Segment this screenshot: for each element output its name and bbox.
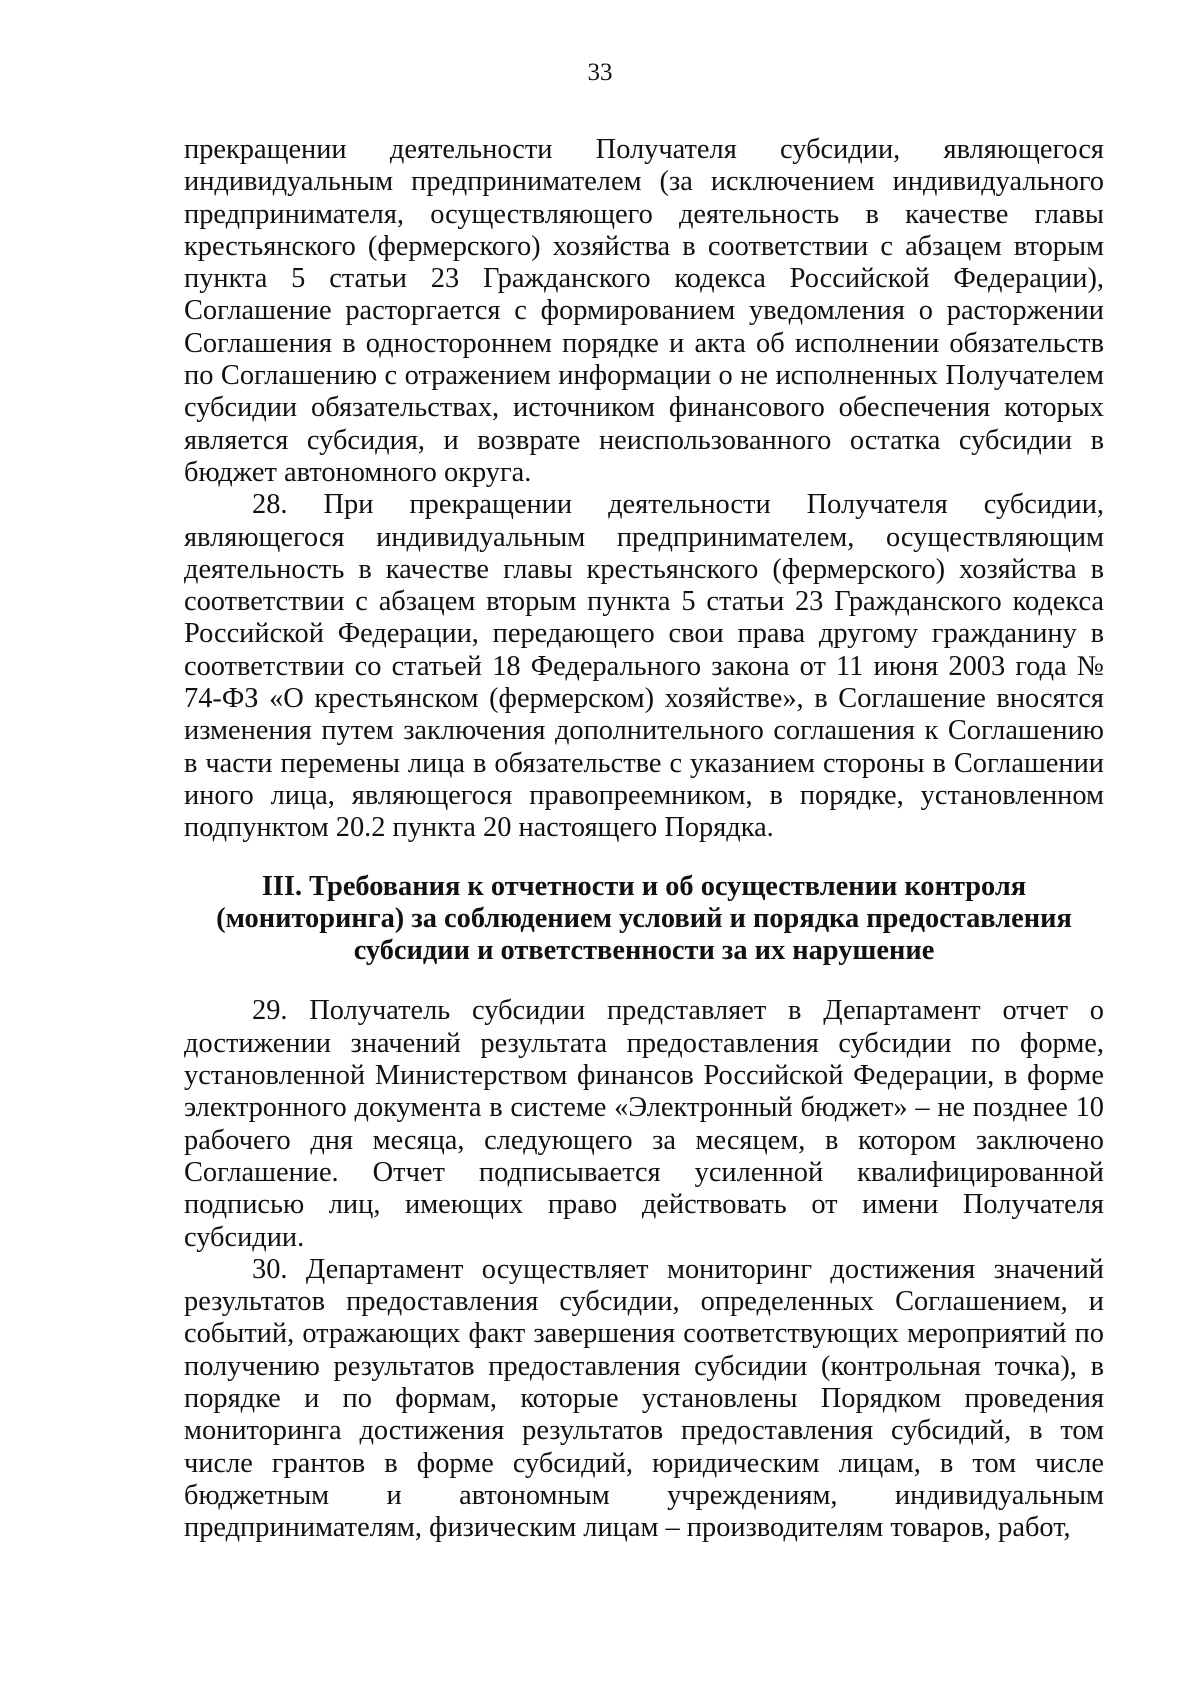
paragraph-29: 29. Получатель субсидии представляет в Департамент отчет о достижении значений результата предоставления субсидии по форме, установленной Министерством финансов Российской Федерации, в форме электронного документа в системе «Электронный бюджет» – не позднее 10 рабочего дня месяца, следующего за месяцем, в котором заключено Соглашение. Отчет подписывается усиленной квалифицированной подписью лиц, имеющих право действовать от имени Получателя субсидии. — [184, 995, 1104, 1253]
document-body — [184, 134, 1104, 1544]
section-heading-line-1: III. Требования к отчетности и об осуществлении контроля — [261, 870, 1027, 902]
paragraph-28: 28. При прекращении деятельности Получателя субсидии, являющегося индивидуальным предпринимателем, осуществляющим деятельность в качестве главы крестьянского (фермерского) хозяйства в соответствии с абзацем вторым пункта 5 статьи 23 Гражданского кодекса Российской Федерации, передающего свои права другому гражданину в соответствии со статьей 18 Федерального закона от 11 июня 2003 года № 74-ФЗ «О крестьянском (фермерском) хозяйстве», в Соглашение вносятся изменения путем заключения дополнительного соглашения к Соглашению в части перемены лица в обязательстве с указанием стороны в Соглашении иного лица, являющегося правопреемником, в порядке, установленном подпунктом 20.2 пункта 20 настоящего Порядка. — [184, 489, 1104, 844]
paragraph-30: 30. Департамент осуществляет мониторинг достижения значений результатов предоставления субсидии, определенных Соглашением, и событий, отражающих факт завершения соответствующих мероприятий по получению результатов предоставления субсидии (контрольная точка), в порядке и по формам, которые установлены Порядком проведения мониторинга достижения результатов предоставления субсидий, в том числе грантов в форме субсидий, юридическим лицам, в том числе бюджетным и автономным учреждениям, индивидуальным предпринимателям, физическим лицам – производителям товаров, работ, — [184, 1253, 1104, 1544]
paragraph-27-continuation: прекращении деятельности Получателя субсидии, являющегося индивидуальным предпринимателем (за исключением индивидуального предпринимателя, осуществляющего деятельность в качестве главы крестьянского (фермерского) хозяйства в соответствии с абзацем вторым пункта 5 статьи 23 Гражданского кодекса Российской Федерации), Соглашение расторгается с формированием уведомления о расторжении Соглашения в одностороннем порядке и акта об исполнении обязательств по Соглашению с отражением информации о не исполненных Получателем субсидии обязательствах, источником финансового обеспечения которых является субсидия, и возврате неиспользованного остатка субсидии в бюджет автономного округа. — [184, 134, 1104, 488]
section-heading — [184, 871, 1104, 968]
section-heading-line-3: субсидии и ответственности за их нарушение — [353, 935, 935, 967]
section-heading-line-2: (мониторинга) за соблюдением условий и порядка предоставления — [216, 902, 1072, 934]
page-number: 33 — [587, 59, 613, 86]
